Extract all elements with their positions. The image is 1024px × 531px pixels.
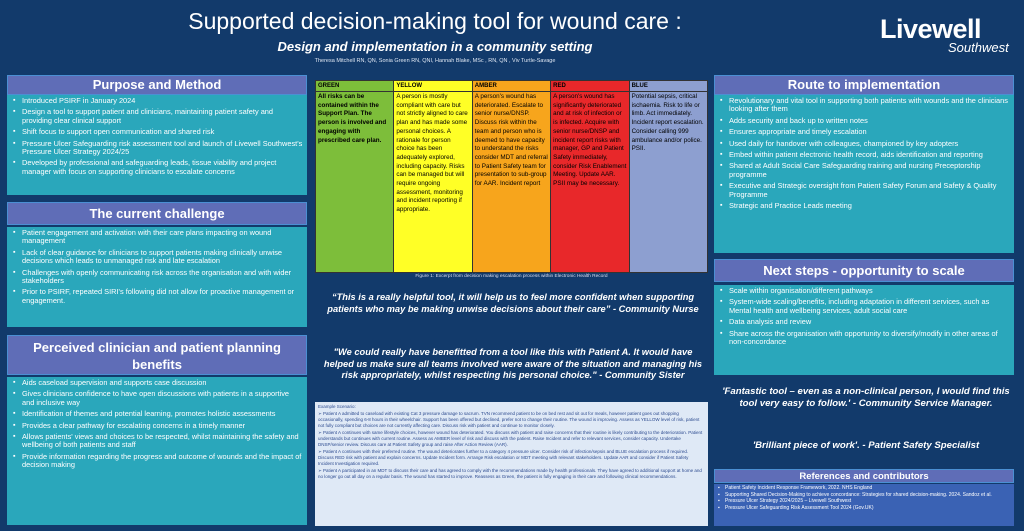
next-steps-item: ▪ Scale within organisation/different pathways: [720, 287, 1010, 295]
reference-item: ▪ Supporting Shared Decision-Making to achieve concordance: Strategies for shared decision-making. 2024. Sandoz et al.: [718, 492, 1010, 498]
quote-community-nurse: “This is a really helpful tool, it will help us to feel more confident when supporting patients who may be making unwise decisions about their care” - Community Nurse: [327, 292, 699, 314]
benefits-item: ▪ Provides a clear pathway for escalating concerns in a timely manner: [13, 422, 303, 430]
next-steps-item: ▪ Data analysis and review: [720, 318, 1010, 326]
scenario-paragraph: ➢ Patient A continues with same lifestyle choices, however wound has deteriorated. You discuss with patient and raise concerns that their routine is likely contributing to the deterioration. Patient understands but continues with current routine. Assess as AMBER level of risk and discuss with the patient. Raise Incident and refer to relevant services, consider capacity. Undertake DNSP/senior review. Discuss care at Patient Safety group and raise After Action Review (AAR).: [318, 429, 703, 448]
escalation-table: [315, 80, 708, 273]
challenge-item: ▪ Lack of clear guidance for clinicians to support patients making clinically unwise decisions which leads to unmanaged risk and late escalation: [13, 249, 303, 266]
escalation-header-yellow: YELLOW: [394, 81, 472, 92]
example-scenario-box: [315, 402, 708, 526]
route-item: ▪ Used daily for handover with colleagues, championed by key adopters: [720, 140, 1010, 148]
benefits-item: ▪ Gives clinicians confidence to have open discussions with patients in a supportive and inclusive way: [13, 390, 303, 407]
route-item: ▪ Revolutionary and vital tool in supporting both patients with wounds and the clinicians looking after them: [720, 97, 1010, 114]
poster-title: Supported decision-making tool for wound care :: [188, 8, 682, 34]
reference-item: ▪ Pressure Ulcer Safeguarding Risk Assessment Tool 2024 (Gov.UK): [718, 505, 1010, 511]
scenario-title: Example Scenario:: [318, 404, 356, 409]
next-steps-panel: [714, 285, 1014, 375]
purpose-item: ▪ Pressure Ulcer Safeguarding risk assessment tool and launch of Livewell Southwest's Pressure Ulcer Strategy 2024/25: [13, 140, 303, 157]
logo-main-text: Livewell: [880, 14, 982, 44]
route-item: ▪ Adds security and back up to written notes: [720, 117, 1010, 125]
next-steps-item: ▪ System-wide scaling/benefits, including adaptation in different services, such as Mental health and wellbeing services, adult social care: [720, 298, 1010, 315]
scenario-paragraph: ➢ Patient A participated in an MDT to discuss their care and has agreed to comply with the recommendations made by health professionals. They have agreed to additional support at home and no longer go out all day on a regular basis. The wound has started to improve. Reassess as Green, the patient is fully engaging in their care and following clinical recommendations.: [318, 468, 702, 480]
benefits-item: ▪ Allows patients' views and choices to be respected, whilst maintaining the safety and wellbeing of both patients and staff: [13, 433, 303, 450]
poster-subtitle: Design and implementation in a community setting: [277, 39, 593, 54]
quote-safety-specialist: 'Brilliant piece of work'. - Patient Safety Specialist: [752, 440, 980, 451]
purpose-item: ▪ Shift focus to support open communication and shared risk: [13, 128, 303, 136]
scenario-paragraph: ➢ Patient A continues with their preferred routine. The wound deteriorates further to a category 4 pressure ulcer. Consider risk of infection/sepsis and BLUE escalation process if required. Discuss RED risk with patient and explain concerns. Update Incident form. Arrange Risk escalation or MDT meeting with relevant stakeholders. Update AAR and consider if Patient Safety Incident Investigation required.: [318, 448, 689, 467]
escalation-cell-green: All risks can be contained within the Support Plan. The person is involved and engaging with prescribed care plan.: [316, 92, 394, 273]
challenge-item: ▪ Patient engagement and activation with their care plans impacting on wound management: [13, 229, 303, 246]
route-item: ▪ Executive and Strategic oversight from Patient Safety Forum and Safety & Quality Programme: [720, 182, 1010, 199]
reference-item: ▪ Pressure Ulcer Strategy 2024/2025 – Livewell Southwest: [718, 498, 1010, 504]
escalation-cell-yellow: A person is mostly compliant with care but not strictly aligned to care plan and has made some personal choices. A rationale for person choice has been adequately explored, including capacity. Risks can be managed but will require ongoing assessment, monitoring and incident reporting if appropriate.: [394, 92, 472, 273]
table-caption: Figure 1: Excerpt from decision making escalation process within Electronic Health Record: [415, 274, 608, 279]
purpose-item: ▪ Introduced PSIRF in January 2024: [13, 97, 303, 105]
purpose-item: ▪ Design a tool to support patient and clinicians, maintaining patient safety and providing clear clinical support: [13, 108, 303, 125]
benefits-item: ▪ Identification of themes and potential learning, promotes holistic assessments: [13, 410, 303, 418]
purpose-heading: Purpose and Method: [7, 75, 307, 95]
route-item: ▪ Shared at Adult Social Care Safeguarding training and nursing Preceptorship programme: [720, 162, 1010, 179]
benefits-panel: [7, 377, 307, 525]
escalation-cell-blue: Potential sepsis, critical ischaemia. Risk to life or limb. Act immediately. Incident report escalation. Consider calling 999 ambulance and/or police. PSII.: [629, 92, 707, 273]
challenge-item: ▪ Challenges with openly communicating risk across the organisation and with wider stakeholders: [13, 269, 303, 286]
next-steps-heading: Next steps - opportunity to scale: [714, 259, 1014, 282]
route-item: ▪ Embed within patient electronic health record, aids identification and reporting: [720, 151, 1010, 159]
route-heading: Route to implementation: [714, 75, 1014, 95]
benefits-item: ▪ Provide information regarding the progress and outcome of wounds and the impact of decision making: [13, 453, 303, 470]
livewell-logo: [880, 14, 1016, 70]
escalation-cell-red: A person's wound has significantly deteriorated and at risk of infection or is infected. Acquire with senior nurse/DNSP and incident report risks with manager, GP and Patient Safety immediately, consider Risk Enablement Meeting. Update AAR. PSII may be necessary.: [551, 92, 629, 273]
purpose-item: ▪ Developed by professional and safeguarding leads, tissue viability and project manager with focus on supporting clinicians to escalate concerns: [13, 159, 303, 176]
next-steps-item: ▪ Share across the organisation with opportunity to diversify/modify in other areas of non-concordance: [720, 330, 1010, 347]
escalation-header-red: RED: [551, 81, 629, 92]
benefits-heading: Perceived clinician and patient planning benefits: [7, 335, 307, 375]
references-heading: References and contributors: [714, 469, 1014, 483]
challenge-item: ▪ Prior to PSIRF, repeated SIRI's following did not allow for proactive management or engagement.: [13, 288, 303, 305]
route-item: ▪ Strategic and Practice Leads meeting: [720, 202, 1010, 210]
quote-service-manager: 'Fantastic tool – even as a non-clinical person, I would find this tool very easy to follow.' - Community Service Manager.: [722, 386, 1010, 409]
logo-sub-text: Southwest: [948, 40, 1009, 55]
purpose-panel: [7, 95, 307, 195]
scenario-paragraph: ➢ Patient A admitted to caseload with existing Cat 3 pressure damage to sacrum. TVN recommend patient to be on bed rest and sit out for meals, however patient goes out shopping occasionally, spending 6-8 hours in their wheelchair. Support has been offered but declined, prefer not to change their routine. The wound is improving. Assess as YELLOW level of risk, patient not fully compliant but choices are not currently affecting care. Discuss risk with patient and continue to monitor closely.: [318, 410, 700, 429]
route-item: ▪ Ensures appropriate and timely escalation: [720, 128, 1010, 136]
quote-community-sister: "We could really have benefitted from a tool like this with Patient A. It would have helped us make sure all teams involved were aware of the situation and managing his risk appropriately, whilst respecting his personal choice." - Community Sister: [323, 347, 703, 380]
escalation-header-blue: BLUE: [629, 81, 707, 92]
escalation-header-green: GREEN: [316, 81, 394, 92]
route-panel: [714, 95, 1014, 253]
escalation-cell-amber: A person's wound has deteriorated. Escalate to senior nurse/DNSP. Discuss risk within the team and person who is deemed to have capacity to understand the risks consider MDT and referral to Patient Safety team for presentation to sub-group for AAR. Incident report: [472, 92, 550, 273]
references-panel: [714, 484, 1014, 526]
reference-item: ▪ Patient Safety Incident Response Framework, 2022. NHS England: [718, 485, 1010, 491]
challenge-heading: The current challenge: [7, 202, 307, 225]
benefits-item: ▪ Aids caseload supervision and supports case discussion: [13, 379, 303, 387]
challenge-panel: [7, 227, 307, 327]
escalation-header-amber: AMBER: [472, 81, 550, 92]
authors-line: Theresa Mitchell RN, QN, Sonia Green RN, QNI, Hannah Blake, MSc , RN, QN , Viv Turtle-Savage: [314, 58, 556, 64]
